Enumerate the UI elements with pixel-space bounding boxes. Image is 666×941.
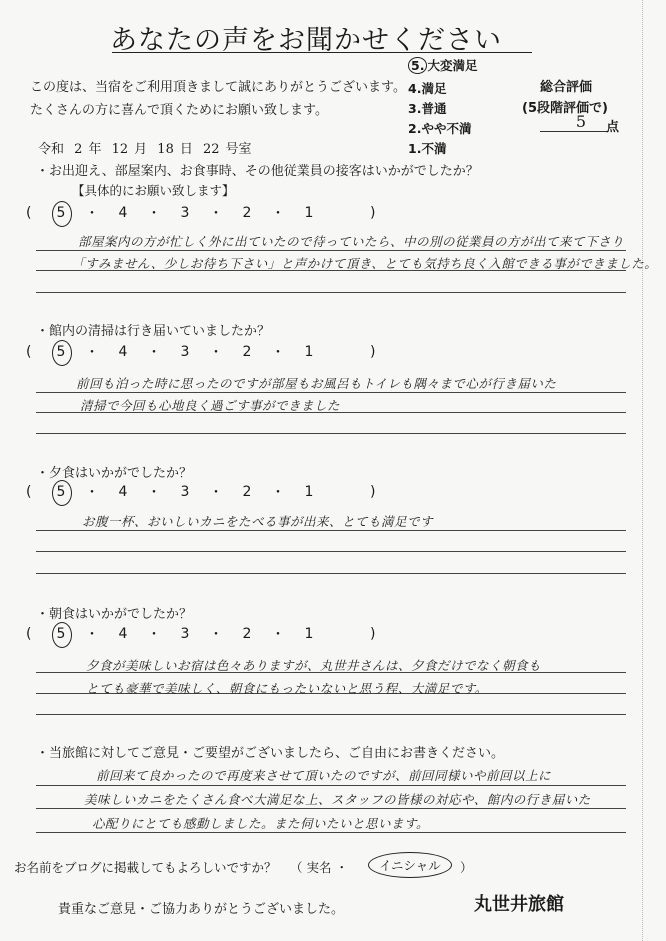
overall-sublabel: (5段階評価で) bbox=[522, 101, 608, 116]
overall-unit: 点 bbox=[606, 120, 620, 135]
scale-label: やや不満 bbox=[421, 121, 472, 136]
scale-item-1 bbox=[408, 139, 446, 157]
blog-separator: ・ bbox=[335, 860, 349, 875]
rating-option-2[interactable]: 2 bbox=[242, 484, 252, 500]
rating-option-1[interactable]: 1 bbox=[304, 626, 314, 642]
blog-option-real-name[interactable]: 実名 bbox=[306, 860, 332, 875]
rating-option-3[interactable]: 3 bbox=[180, 484, 190, 500]
page-title: あなたの声をお聞かせください bbox=[110, 25, 502, 56]
answer-rule bbox=[36, 392, 626, 393]
scale-item-3 bbox=[408, 99, 446, 117]
rating-option-1[interactable]: 1 bbox=[304, 484, 314, 500]
answer-4-line-2: とても豪華で美味しく、朝食にもったいないと思う程、大満足です。 bbox=[86, 681, 488, 696]
answer-rule bbox=[36, 808, 626, 809]
answer-rule bbox=[36, 530, 626, 531]
month-unit: 月 bbox=[134, 142, 148, 157]
room-value: 22 bbox=[203, 142, 220, 157]
rating-row-4: ( 5 ・ 4 ・ 3 ・ 2 ・ 1 ) bbox=[26, 626, 376, 643]
rating-option-3[interactable]: 3 bbox=[180, 344, 190, 360]
rating-row-1: ( 5 ・ 4 ・ 3 ・ 2 ・ 1 ) bbox=[26, 205, 376, 222]
rating-row-3: ( 5 ・ 4 ・ 3 ・ 2 ・ 1 ) bbox=[26, 484, 376, 501]
answer-rule bbox=[36, 785, 626, 786]
rating-option-4[interactable]: 4 bbox=[118, 626, 128, 642]
scale-label: 満足 bbox=[421, 81, 447, 96]
rating-option-4[interactable]: 4 bbox=[118, 484, 128, 500]
rating-option-2[interactable]: 2 bbox=[242, 205, 252, 221]
rating-option-5[interactable]: 5 bbox=[40, 484, 82, 500]
scale-label: 大変満足 bbox=[427, 58, 478, 73]
answer-rule bbox=[36, 573, 626, 574]
date-room bbox=[38, 138, 252, 157]
rating-option-2[interactable]: 2 bbox=[242, 344, 252, 360]
rating-option-5[interactable]: 5 bbox=[40, 205, 82, 221]
rating-row-2: ( 5 ・ 4 ・ 3 ・ 2 ・ 1 ) bbox=[26, 344, 376, 361]
answer-rule bbox=[36, 292, 626, 293]
answer-1-line-2: 「すみません、少しお待ち下さい」と声かけて頂き、とても気持ち良く入館できる事ができました。 bbox=[72, 256, 658, 271]
blog-paren-open: （ bbox=[290, 860, 303, 875]
blog-paren-close: ） bbox=[460, 860, 473, 875]
answer-5-line-2: 美味しいカニをたくさん食べ大満足な上、スタッフの皆様の対応や、館内の行き届いた bbox=[84, 792, 591, 807]
scale-number: 5. bbox=[408, 57, 427, 74]
answer-rule bbox=[36, 714, 626, 715]
blog-option-initial[interactable]: イニシャル bbox=[368, 852, 452, 878]
answer-2-line-1: 前回も泊った時に思ったのですが部屋もお風呂もトイレも隅々まで心が行き届いた bbox=[76, 376, 557, 391]
rating-option-2[interactable]: 2 bbox=[242, 626, 252, 642]
question-1: ・お出迎え、部屋案内、お食事時、その他従業員の接客はいかがでしたか？ bbox=[36, 164, 479, 179]
blog-question: お名前をブログに掲載してもよろしいですか？ bbox=[14, 860, 277, 875]
rating-option-5[interactable]: 5 bbox=[40, 344, 82, 360]
rating-option-3[interactable]: 3 bbox=[180, 205, 190, 221]
day-value: 18 bbox=[157, 142, 174, 157]
answer-5-line-3: 心配りにとても感動しました。また伺いたいと思います。 bbox=[92, 816, 430, 831]
month-value: 12 bbox=[111, 142, 129, 157]
year-unit: 年 bbox=[88, 142, 102, 157]
blog-options bbox=[290, 858, 348, 876]
answer-rule bbox=[36, 250, 626, 251]
answer-4-line-1: 夕食が美味しいお宿は色々ありますが、丸世井さんは、夕食だけでなく朝食も bbox=[86, 658, 542, 673]
scale-number: 1. bbox=[408, 141, 422, 156]
margin-line bbox=[642, 0, 643, 941]
scale-number: 4. bbox=[408, 81, 422, 96]
overall-label: 総合評価 bbox=[540, 80, 593, 95]
answer-rule bbox=[36, 433, 626, 434]
answer-rule bbox=[36, 832, 626, 833]
answer-3-line-1: お腹一杯、おいしいカニをたべる事が出来、とても満足です bbox=[82, 514, 434, 529]
title-underline bbox=[112, 52, 532, 53]
answer-2-line-2: 清掃で今回も心地良く過ごす事ができました bbox=[80, 398, 341, 413]
question-3: ・夕食はいかがでしたか？ bbox=[36, 466, 193, 481]
overall-score: 5 bbox=[575, 112, 587, 131]
question-5: ・当旅館に対してご意見・ご要望がございましたら、ご自由にお書きください。 bbox=[36, 746, 505, 761]
question-4: ・朝食はいかがでしたか？ bbox=[36, 607, 193, 622]
question-2: ・館内の清掃は行き届いていましたか？ bbox=[36, 324, 271, 339]
inn-name: 丸世井旅館 bbox=[474, 894, 564, 915]
era: 令和 bbox=[38, 142, 65, 157]
rating-option-5[interactable]: 5 bbox=[40, 626, 82, 642]
rating-option-1[interactable]: 1 bbox=[304, 205, 314, 221]
room-unit: 号室 bbox=[225, 142, 252, 157]
answer-1-line-1: 部屋案内の方が忙しく外に出ていたので待っていたら、中の別の従業員の方が出て来て下さり bbox=[78, 234, 625, 249]
scale-number: 3. bbox=[408, 101, 422, 116]
scale-item-4 bbox=[408, 79, 446, 97]
intro-line-2: たくさんの方に喜んで頂くためにお願い致します。 bbox=[30, 103, 328, 118]
day-unit: 日 bbox=[179, 142, 193, 157]
rating-option-4[interactable]: 4 bbox=[118, 205, 128, 221]
rating-option-4[interactable]: 4 bbox=[118, 344, 128, 360]
rating-option-1[interactable]: 1 bbox=[304, 344, 314, 360]
scale-item-5 bbox=[408, 56, 477, 74]
rating-option-3[interactable]: 3 bbox=[180, 626, 190, 642]
scale-number: 2. bbox=[408, 121, 422, 136]
answer-5-line-1: 前回来て良かったので再度来させて頂いたのですが、前回同様いや前回以上に bbox=[96, 768, 552, 783]
thanks-message: 貴重なご意見・ご協力ありがとうございました。 bbox=[58, 902, 345, 917]
scale-label: 不満 bbox=[421, 141, 447, 156]
detail-request: 【具体的にお願い致します】 bbox=[72, 183, 235, 198]
scale-item-2 bbox=[408, 119, 471, 137]
year-value: 2 bbox=[74, 142, 83, 157]
answer-rule bbox=[36, 551, 626, 552]
scale-label: 普通 bbox=[421, 101, 447, 116]
intro-line-1: この度は、当宿をご利用頂きまして誠にありがとうございます。 bbox=[30, 80, 406, 95]
overall-score-line bbox=[540, 131, 608, 132]
